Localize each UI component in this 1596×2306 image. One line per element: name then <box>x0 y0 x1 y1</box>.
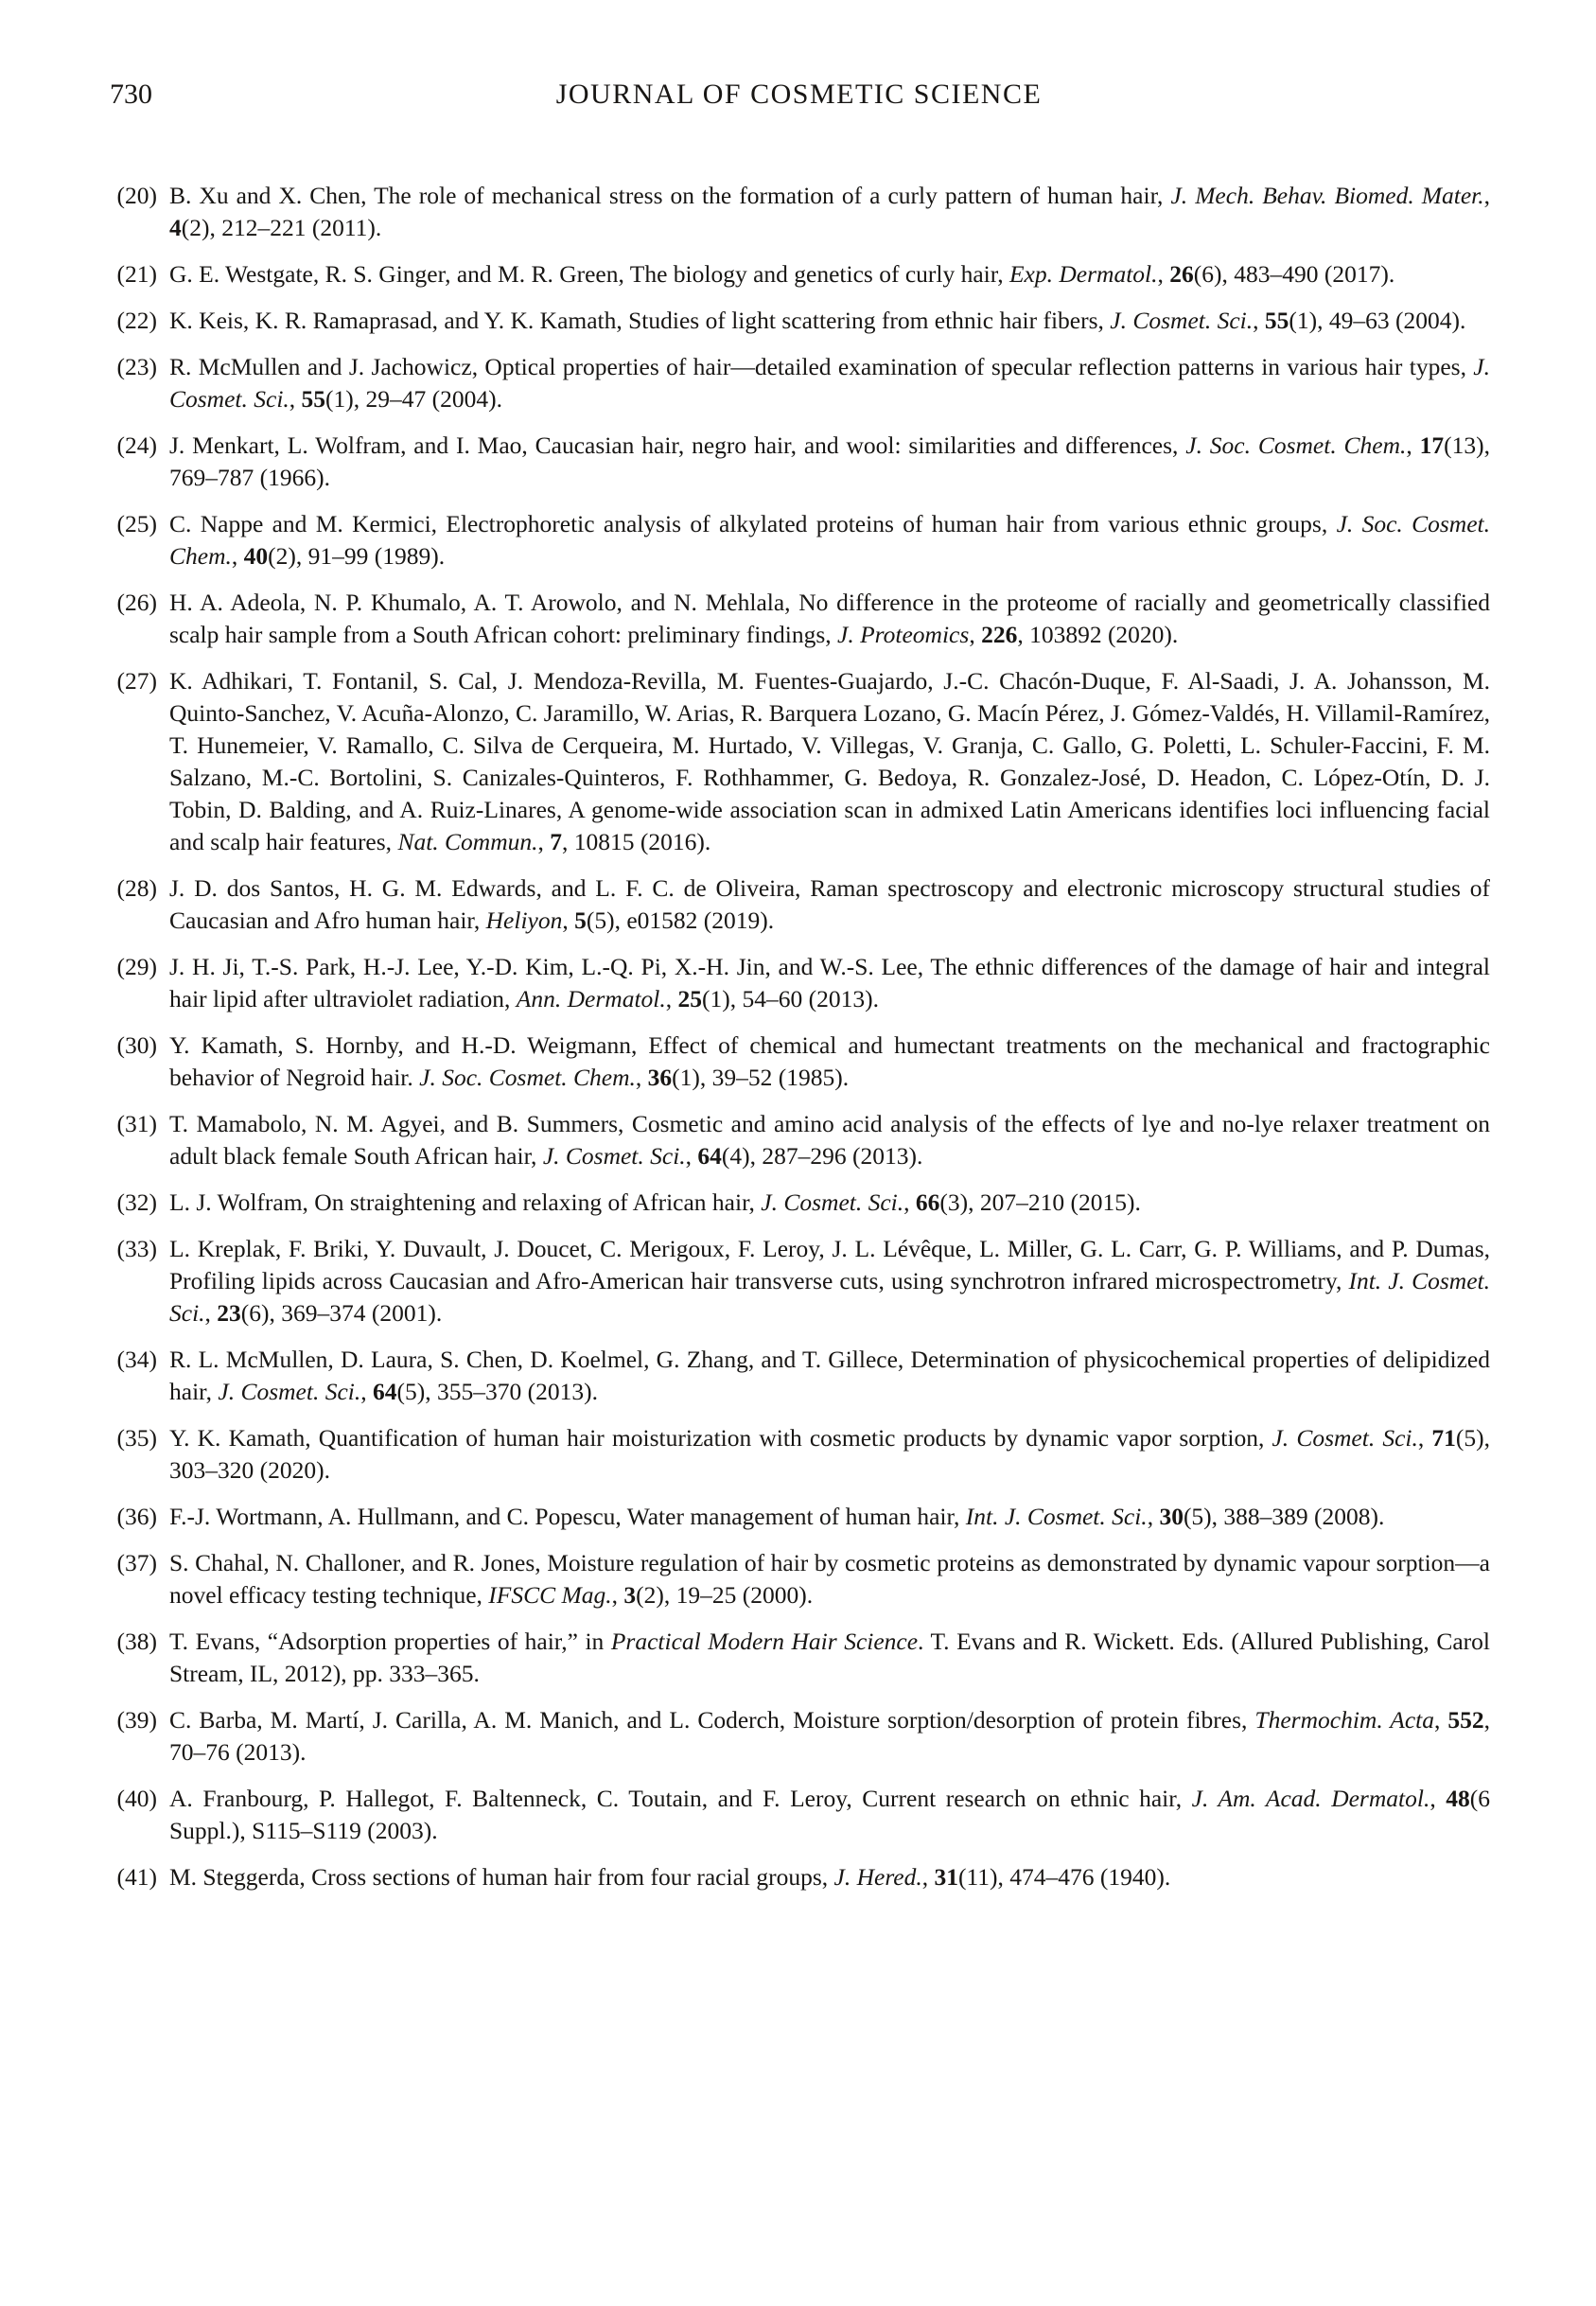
reference-number: (25) <box>116 510 157 537</box>
references-list <box>108 180 1490 1893</box>
reference-item <box>108 508 1490 572</box>
reference-item <box>108 665 1490 858</box>
reference-text: C. Nappe and M. Kermici, Electrophoretic analysis of alkylated proteins of human hair from various ethnic groups, J. Soc. Cosmet. Chem., 40(2), 91–99 (1989). <box>169 510 1490 570</box>
reference-text: T. Evans, “Adsorption properties of hair,” in Practical Modern Hair Science. T. Evans and R. Wickett. Eds. (Allured Publishing, Carol Stream, IL, 2012), pp. 333–365. <box>169 1628 1490 1687</box>
reference-text: T. Mamabolo, N. M. Agyei, and B. Summers, Cosmetic and amino acid analysis of the effects of lye and no-lye relaxer treatment on adult black female South African hair, J. Cosmet. Sci., 64(4), 287–296 (2013). <box>169 1110 1490 1170</box>
reference-text: Y. K. Kamath, Quantification of human hair moisturization with cosmetic products by dynamic vapor sorption, J. Cosmet. Sci., 71(5), 303–320 (2020). <box>169 1424 1490 1484</box>
journal-title: JOURNAL OF COSMETIC SCIENCE <box>555 79 1043 110</box>
reference-number: (33) <box>116 1235 157 1262</box>
reference-number: (24) <box>116 431 157 459</box>
reference-item <box>108 1030 1490 1094</box>
reference-number: (39) <box>116 1706 157 1734</box>
reference-number: (26) <box>116 589 157 616</box>
reference-item <box>108 1344 1490 1408</box>
reference-number: (40) <box>116 1785 157 1812</box>
reference-number: (35) <box>116 1424 157 1452</box>
reference-number: (23) <box>116 353 157 380</box>
reference-text: J. Menkart, L. Wolfram, and I. Mao, Caucasian hair, negro hair, and wool: similarities and differences, J. Soc. Cosmet. Chem., 17(13), 769–787 (1966). <box>169 431 1490 491</box>
reference-item <box>108 305 1490 337</box>
reference-number: (29) <box>116 953 157 980</box>
reference-item <box>108 587 1490 651</box>
reference-number: (41) <box>116 1863 157 1891</box>
reference-text: L. Kreplak, F. Briki, Y. Duvault, J. Doucet, C. Merigoux, F. Leroy, J. L. Lévêque, L. Miller, G. L. Carr, G. P. Williams, and P. Dumas, Profiling lipids across Caucasian and Afro-American hair transverse cuts, using synchrotron infrared microspectrometry, Int. J. Cosmet. Sci., 23(6), 369–374 (2001). <box>169 1235 1490 1327</box>
reference-item <box>108 180 1490 244</box>
reference-item <box>108 1422 1490 1487</box>
reference-item <box>108 1626 1490 1690</box>
reference-text: Y. Kamath, S. Hornby, and H.-D. Weigmann, Effect of chemical and humectant treatments on the mechanical and fractographic behavior of Negroid hair. J. Soc. Cosmet. Chem., 36(1), 39–52 (1985). <box>169 1031 1490 1091</box>
reference-number: (22) <box>116 307 157 334</box>
reference-number: (20) <box>116 182 157 209</box>
reference-text: F.-J. Wortmann, A. Hullmann, and C. Popescu, Water management of human hair, Int. J. Cosmet. Sci., 30(5), 388–389 (2008). <box>169 1503 1385 1530</box>
reference-item <box>108 1501 1490 1533</box>
reference-text: K. Adhikari, T. Fontanil, S. Cal, J. Mendoza-Revilla, M. Fuentes-Guajardo, J.-C. Chacón-Duque, F. Al-Saadi, J. A. Johansson, M. Quinto-Sanchez, V. Acuña-Alonzo, C. Jaramillo, W. Arias, R. Barquera Lozano, G. Macín Pérez, J. Gómez-Valdés, H. Villamil-Ramírez, T. Hunemeier, V. Ramallo, C. Silva de Cerqueira, M. Hurtado, V. Villegas, V. Granja, C. Gallo, G. Poletti, L. Schuler-Faccini, F. M. Salzano, M.-C. Bortolini, S. Canizales-Quinteros, F. Rothhammer, G. Bedoya, R. Gonzalez-José, D. Headon, C. López-Otín, D. J. Tobin, D. Balding, and A. Ruiz-Linares, A genome-wide association scan in admixed Latin Americans identifies loci influencing facial and scalp hair features, Nat. Commun., 7, 10815 (2016). <box>169 667 1490 855</box>
reference-text: R. L. McMullen, D. Laura, S. Chen, D. Koelmel, G. Zhang, and T. Gillece, Determination of physicochemical properties of delipidized hair, J. Cosmet. Sci., 64(5), 355–370 (2013). <box>169 1346 1490 1405</box>
reference-item <box>108 430 1490 494</box>
reference-text: H. A. Adeola, N. P. Khumalo, A. T. Arowolo, and N. Mehlala, No difference in the proteome of racially and geometrically classified scalp hair sample from a South African cohort: preliminary findings, J. Proteomics, 226, 103892 (2020). <box>169 589 1490 648</box>
reference-number: (21) <box>116 260 157 288</box>
reference-text: B. Xu and X. Chen, The role of mechanical stress on the formation of a curly pattern of human hair, J. Mech. Behav. Biomed. Mater., 4(2), 212–221 (2011). <box>169 182 1491 241</box>
reference-item <box>108 1187 1490 1219</box>
reference-text: C. Barba, M. Martí, J. Carilla, A. M. Manich, and L. Coderch, Moisture sorption/desorption of protein fibres, Thermochim. Acta, 552, 70–76 (2013). <box>169 1706 1490 1766</box>
reference-number: (38) <box>116 1628 157 1655</box>
reference-text: S. Chahal, N. Challoner, and R. Jones, Moisture regulation of hair by cosmetic proteins as demonstrated by dynamic vapour sorption—a novel efficacy testing technique, IFSCC Mag., 3(2), 19–25 (2000). <box>169 1549 1490 1609</box>
reference-number: (32) <box>116 1188 157 1216</box>
reference-item <box>108 951 1490 1015</box>
reference-text: R. McMullen and J. Jachowicz, Optical properties of hair—detailed examination of specular reflection patterns in various hair types, J. Cosmet. Sci., 55(1), 29–47 (2004). <box>169 353 1490 413</box>
reference-item <box>108 1547 1490 1611</box>
reference-number: (31) <box>116 1110 157 1137</box>
reference-item <box>108 351 1490 415</box>
reference-text: A. Franbourg, P. Hallegot, F. Baltenneck, C. Toutain, and F. Leroy, Current research on ethnic hair, J. Am. Acad. Dermatol., 48(6 Suppl.), S115–S119 (2003). <box>169 1785 1491 1844</box>
reference-item <box>108 872 1490 937</box>
reference-item <box>108 258 1490 290</box>
reference-text: M. Steggerda, Cross sections of human hair from four racial groups, J. Hered., 31(11), 474–476 (1940). <box>169 1863 1171 1891</box>
reference-item <box>108 1108 1490 1172</box>
reference-number: (36) <box>116 1503 157 1530</box>
reference-number: (27) <box>116 667 157 695</box>
reference-number: (34) <box>116 1346 157 1373</box>
reference-number: (37) <box>116 1549 157 1576</box>
reference-item <box>108 1783 1490 1847</box>
reference-item <box>108 1861 1490 1893</box>
reference-number: (28) <box>116 874 157 902</box>
reference-text: J. D. dos Santos, H. G. M. Edwards, and L. F. C. de Oliveira, Raman spectroscopy and electronic microscopy structural studies of Caucasian and Afro human hair, Heliyon, 5(5), e01582 (2019). <box>169 874 1490 934</box>
page-header <box>108 0 1490 121</box>
reference-number: (30) <box>116 1031 157 1059</box>
reference-item <box>108 1233 1490 1329</box>
reference-text: K. Keis, K. R. Ramaprasad, and Y. K. Kamath, Studies of light scattering from ethnic hair fibers, J. Cosmet. Sci., 55(1), 49–63 (2004). <box>169 307 1466 334</box>
reference-text: G. E. Westgate, R. S. Ginger, and M. R. Green, The biology and genetics of curly hair, Exp. Dermatol., 26(6), 483–490 (2017). <box>169 260 1395 288</box>
page-number: 730 <box>110 79 152 110</box>
reference-text: J. H. Ji, T.-S. Park, H.-J. Lee, Y.-D. Kim, L.-Q. Pi, X.-H. Jin, and W.-S. Lee, The ethnic differences of the damage of hair and integral hair lipid after ultraviolet radiation, Ann. Dermatol., 25(1), 54–60 (2013). <box>169 953 1490 1012</box>
reference-text: L. J. Wolfram, On straightening and relaxing of African hair, J. Cosmet. Sci., 66(3), 207–210 (2015). <box>169 1188 1141 1216</box>
reference-item <box>108 1704 1490 1769</box>
